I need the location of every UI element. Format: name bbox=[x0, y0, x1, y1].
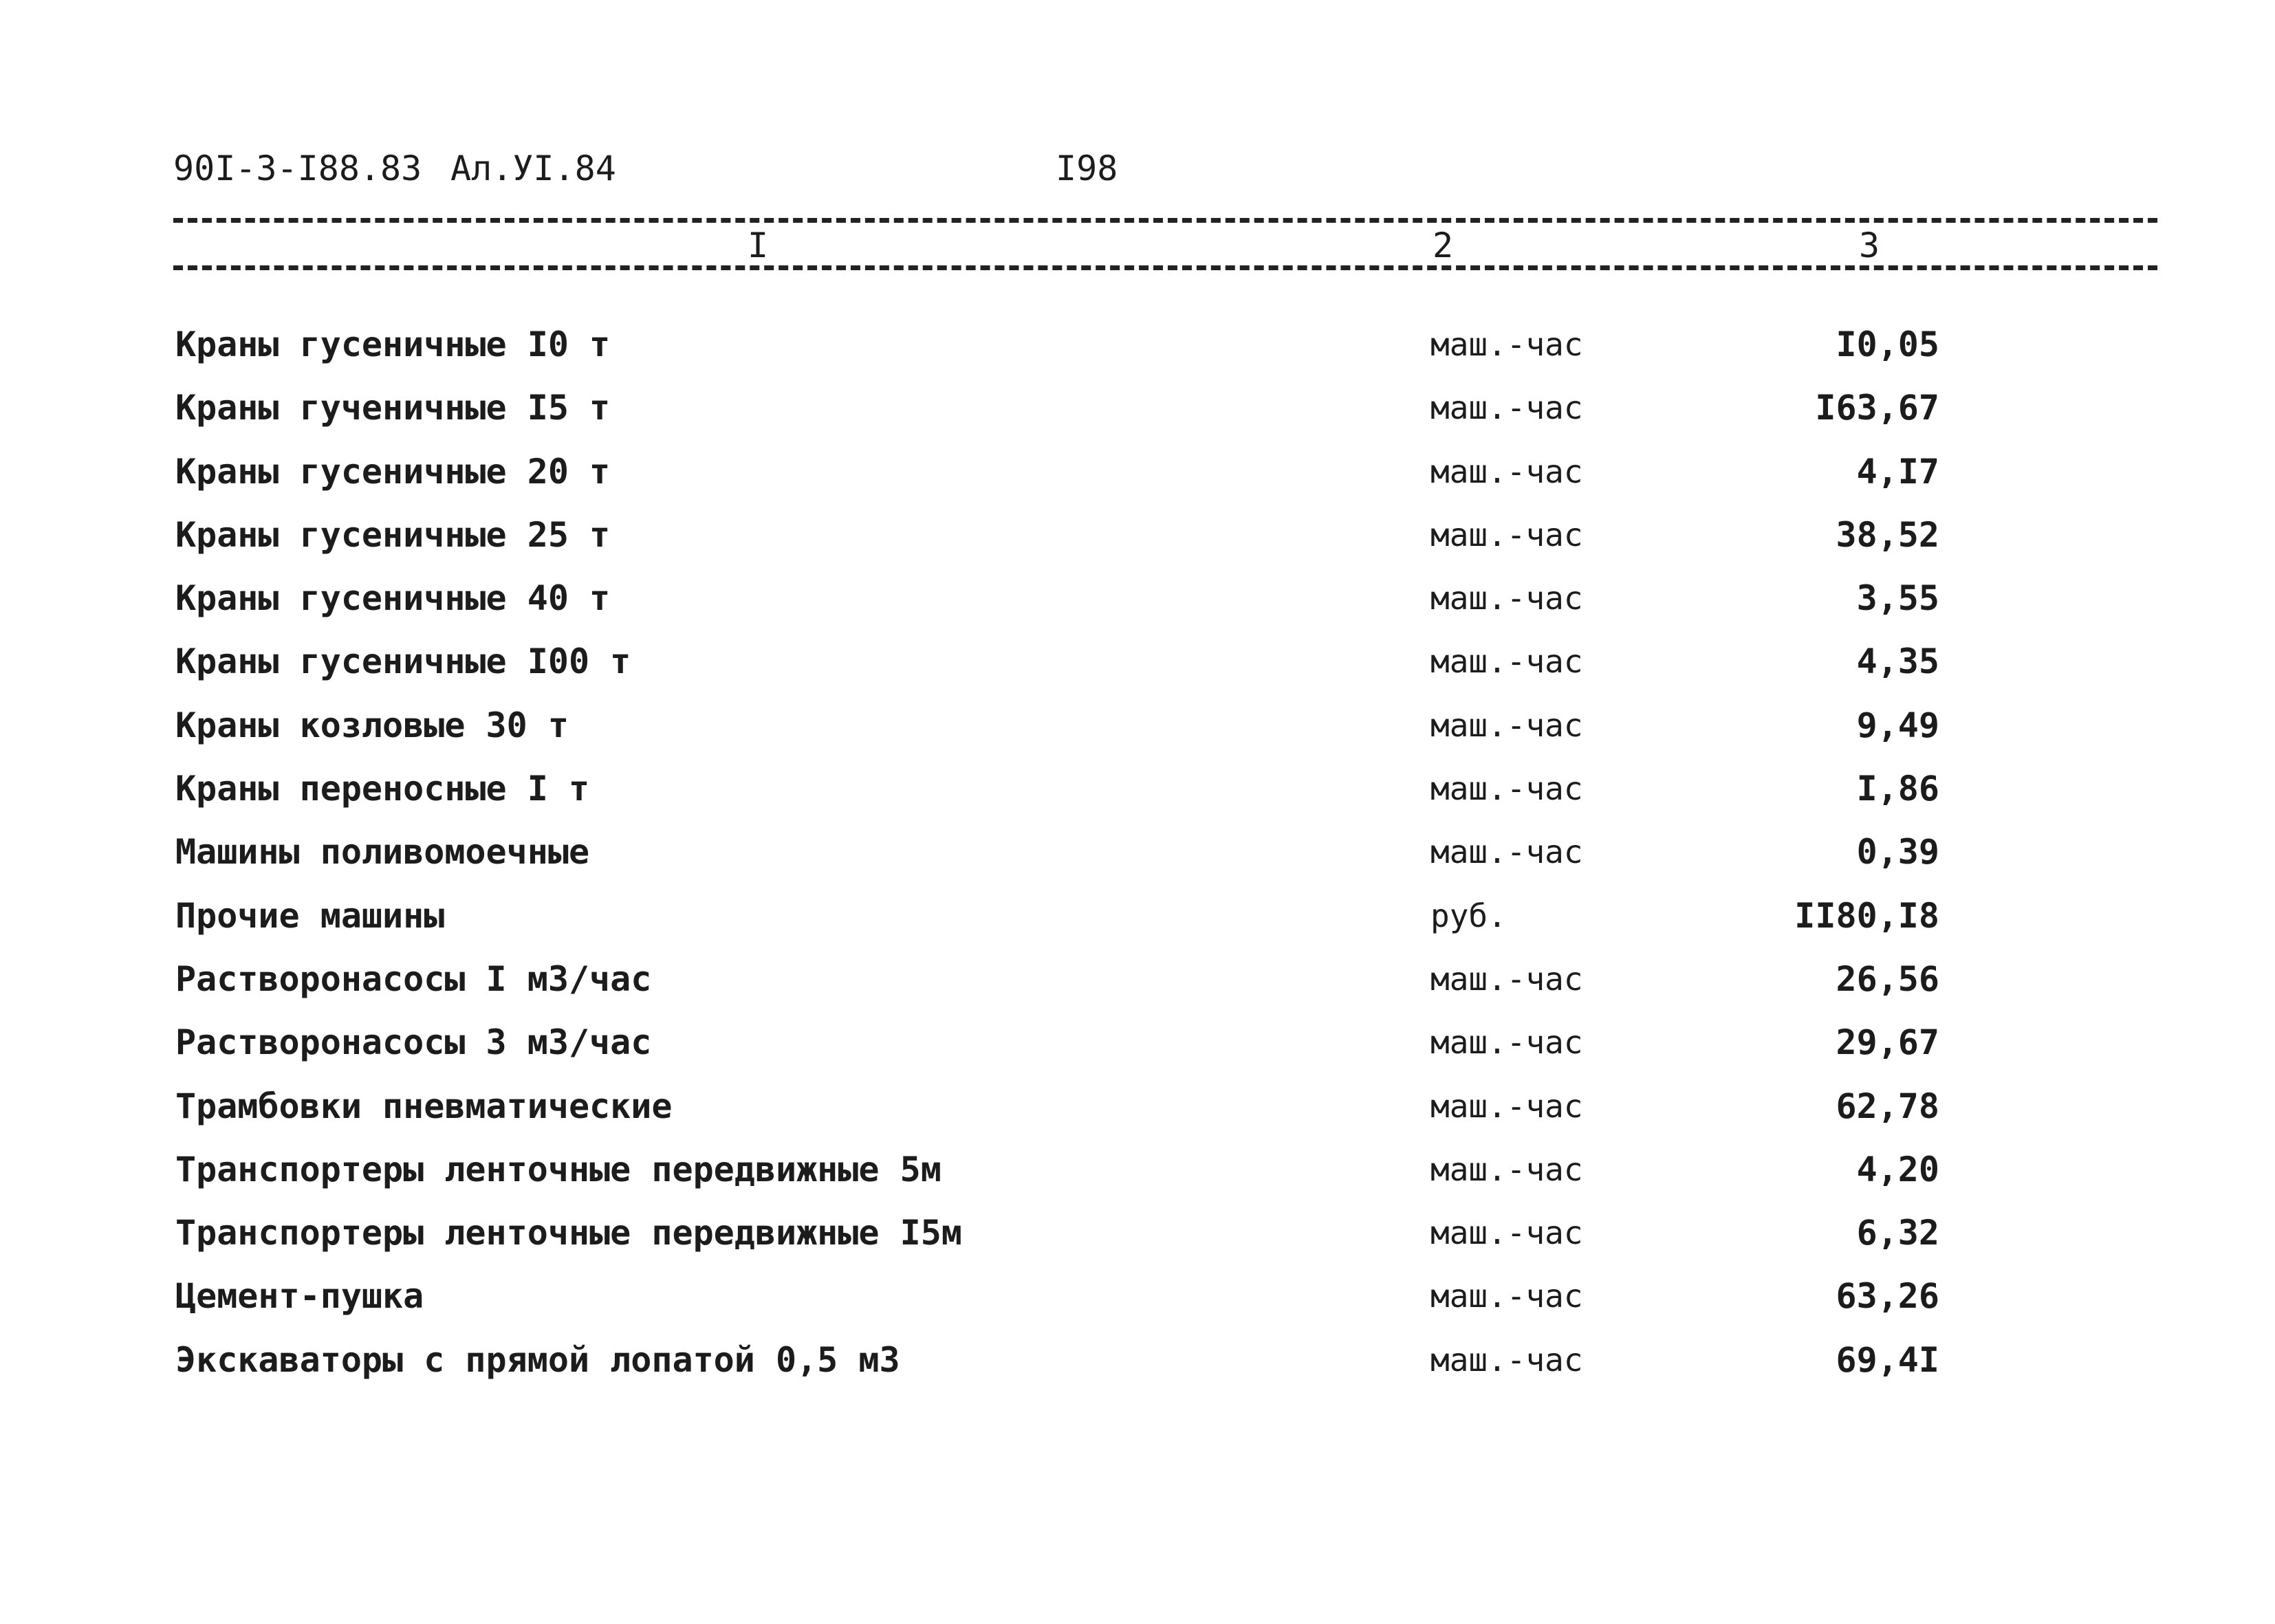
table-row bbox=[0, 384, 2275, 447]
quantity-value: 0,39 bbox=[1856, 832, 1939, 873]
unit-of-measure: маш.-час bbox=[1430, 580, 1583, 617]
unit-of-measure: маш.-час bbox=[1430, 1277, 1583, 1315]
machine-name: Транспортеры ленточные передвижные I5м bbox=[175, 1213, 962, 1253]
unit-of-measure: маш.-час bbox=[1430, 516, 1583, 553]
column-number-1: I bbox=[747, 226, 769, 265]
quantity-value: 6,32 bbox=[1856, 1213, 1939, 1253]
quantity-value: 62,78 bbox=[1836, 1086, 1939, 1126]
column-number-2: 2 bbox=[1432, 226, 1454, 265]
table-row bbox=[0, 448, 2275, 511]
quantity-value: I0,05 bbox=[1836, 325, 1939, 364]
machine-name: Краны гусеничные 20 т bbox=[175, 451, 611, 492]
table-row bbox=[0, 637, 2275, 701]
table-row bbox=[0, 1145, 2275, 1209]
unit-of-measure: маш.-час bbox=[1430, 706, 1583, 744]
column-number-3: 3 bbox=[1858, 226, 1880, 265]
quantity-value: 63,26 bbox=[1836, 1276, 1939, 1317]
table-row bbox=[0, 1336, 2275, 1399]
quantity-value: 4,I7 bbox=[1856, 451, 1939, 492]
machine-name: Краны козловые 30 т bbox=[175, 705, 569, 745]
table-header-bottom-rule bbox=[173, 265, 2157, 270]
quantity-value: 4,35 bbox=[1856, 641, 1939, 682]
machine-name: Краны гусеничные 25 т bbox=[175, 514, 611, 555]
unit-of-measure: маш.-час bbox=[1430, 833, 1583, 871]
unit-of-measure: руб. bbox=[1430, 897, 1507, 934]
unit-of-measure: маш.-час bbox=[1430, 770, 1583, 808]
unit-of-measure: маш.-час bbox=[1430, 1087, 1583, 1125]
machine-name: Прочие машины bbox=[175, 895, 445, 936]
table-row bbox=[0, 701, 2275, 765]
table-row bbox=[0, 1018, 2275, 1082]
machine-name: Экскаваторы с прямой лопатой 0,5 м3 bbox=[175, 1339, 900, 1380]
machine-name: Краны гусеничные I00 т bbox=[175, 641, 631, 682]
quantity-value: 69,4I bbox=[1836, 1339, 1939, 1380]
table-row bbox=[0, 511, 2275, 574]
machine-name: Цемент-пушка bbox=[175, 1276, 424, 1317]
quantity-value: 38,52 bbox=[1836, 514, 1939, 555]
sheet-reference: Ал.УI.84 bbox=[450, 149, 616, 188]
unit-of-measure: маш.-час bbox=[1430, 1150, 1583, 1188]
unit-of-measure: маш.-час bbox=[1430, 389, 1583, 427]
table-row bbox=[0, 1082, 2275, 1145]
quantity-value: I,86 bbox=[1856, 769, 1939, 809]
unit-of-measure: маш.-час bbox=[1430, 452, 1583, 490]
machine-name: Краны гусеничные 40 т bbox=[175, 578, 611, 619]
machine-name: Краны переносные I т bbox=[175, 769, 590, 809]
machine-name: Растворонасосы 3 м3/час bbox=[175, 1022, 652, 1063]
quantity-value: 9,49 bbox=[1856, 705, 1939, 745]
table-body bbox=[0, 320, 2275, 1399]
quantity-value: 4,20 bbox=[1856, 1149, 1939, 1189]
quantity-value: 29,67 bbox=[1836, 1022, 1939, 1063]
machine-name: Растворонасосы I м3/час bbox=[175, 958, 652, 999]
document-code: 90I-3-I88.83 bbox=[173, 149, 422, 188]
table-row bbox=[0, 320, 2275, 384]
unit-of-measure: маш.-час bbox=[1430, 643, 1583, 681]
quantity-value: 26,56 bbox=[1836, 958, 1939, 999]
machine-name: Транспортеры ленточные передвижные 5м bbox=[175, 1149, 941, 1189]
quantity-value: 3,55 bbox=[1856, 578, 1939, 619]
table-header-top-rule bbox=[173, 218, 2157, 223]
unit-of-measure: маш.-час bbox=[1430, 1341, 1583, 1379]
unit-of-measure: маш.-час bbox=[1430, 1214, 1583, 1252]
machine-name: Краны гусеничные I0 т bbox=[175, 325, 611, 364]
machine-name: Машины поливомоечные bbox=[175, 832, 590, 873]
quantity-value: II80,I8 bbox=[1794, 895, 1939, 936]
table-row bbox=[0, 892, 2275, 955]
table-row bbox=[0, 955, 2275, 1018]
machine-name: Краны гученичные I5 т bbox=[175, 388, 611, 428]
quantity-value: I63,67 bbox=[1815, 388, 1939, 428]
unit-of-measure: маш.-час bbox=[1430, 1024, 1583, 1062]
machine-name: Трамбовки пневматические bbox=[175, 1086, 673, 1126]
table-row bbox=[0, 574, 2275, 637]
page-number: I98 bbox=[1056, 149, 1118, 188]
table-row bbox=[0, 1209, 2275, 1272]
table-row bbox=[0, 828, 2275, 891]
unit-of-measure: маш.-час bbox=[1430, 960, 1583, 998]
table-row bbox=[0, 765, 2275, 828]
unit-of-measure: маш.-час bbox=[1430, 326, 1583, 363]
table-row bbox=[0, 1272, 2275, 1335]
